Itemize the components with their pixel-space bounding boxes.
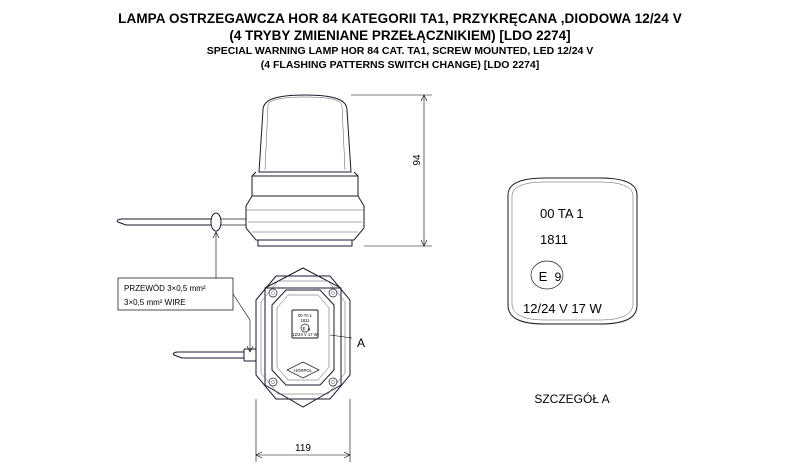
brand-logo-text: HORPOL	[294, 368, 312, 373]
detail-caption: SZCZEGÓŁ A	[534, 392, 610, 406]
wire-callout-line-en: 3×0,5 mm² WIRE	[124, 298, 186, 307]
plate-voltage-label: 12/24 V 17 W	[292, 332, 318, 337]
detail-view-a	[508, 178, 637, 406]
dimension-height	[351, 95, 432, 246]
side-view-lamp	[117, 95, 364, 246]
detail-e-number: 9	[554, 270, 562, 284]
detail-marker-a	[330, 335, 365, 350]
detail-marker-label: A	[357, 336, 366, 350]
plate-number-label: 1811	[300, 318, 310, 323]
detail-number-label: 1811	[540, 232, 568, 247]
detail-approval-label: 00 TA 1	[540, 206, 584, 221]
wire-callout-line-pl: PRZEWÓD 3×0,5 mm²	[124, 284, 206, 293]
dimension-width	[256, 399, 350, 462]
brand-logo	[287, 362, 319, 378]
detail-voltage-label: 12/24 V 17 W	[523, 301, 602, 316]
title-polish-line2: (4 TRYBY ZMIENIANE PRZEŁĄCZNIKIEM) [LDO 2274]	[229, 28, 571, 43]
plate-e-mark: E	[302, 326, 306, 331]
title-english-line1: SPECIAL WARNING LAMP HOR 84 CAT. TA1, SCREW MOUNTED, LED 12/24 V	[206, 45, 594, 57]
e-mark-symbol	[531, 261, 563, 289]
plate-approval-label: 00 TA 1	[297, 313, 313, 318]
title-english-line2: (4 FLASHING PATTERNS SWITCH CHANGE) [LDO 2274]	[260, 59, 540, 71]
plate-e-number: 9	[307, 327, 311, 332]
dimension-width-label: 119	[295, 443, 311, 454]
detail-e-mark: E	[538, 269, 548, 284]
title-polish-line1: LAMPA OSTRZEGAWCZA HOR 84 KATEGORII TA1, PRZYKRĘCANA ,DIODOWA 12/24 V	[118, 11, 682, 26]
dimension-height-label: 94	[412, 154, 423, 166]
wire-callout	[118, 232, 253, 352]
